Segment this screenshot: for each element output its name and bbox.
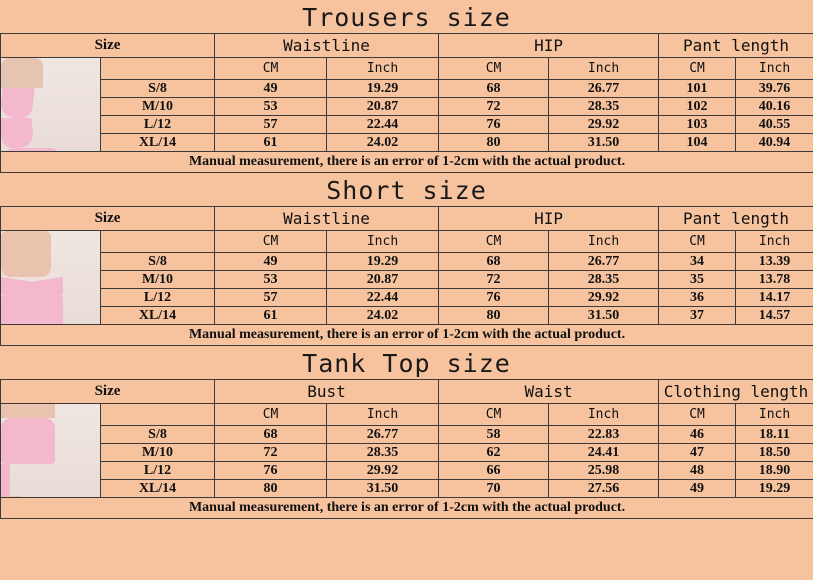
unit-inch-1: Inch	[327, 404, 439, 426]
section-trousers	[0, 0, 813, 173]
unit-cm-1: CM	[215, 404, 327, 426]
unit-cm-3: CM	[659, 231, 736, 253]
header-group-1: Waistline	[215, 34, 439, 58]
row-cell: 31.50	[549, 134, 659, 152]
row-cell: 80	[439, 134, 549, 152]
row-cell: 46	[659, 426, 736, 444]
measurement-note: Manual measurement, there is an error of 1-2cm with the actual product.	[1, 325, 813, 346]
unit-cm-1: CM	[215, 231, 327, 253]
table-row	[1, 462, 813, 480]
row-cell: 102	[659, 98, 736, 116]
row-cell: 68	[439, 80, 549, 98]
table-header-row	[1, 34, 813, 58]
row-cell: 72	[215, 444, 327, 462]
row-cell: 35	[659, 271, 736, 289]
table-row	[1, 271, 813, 289]
row-cell: 40.55	[736, 116, 813, 134]
table-row	[1, 480, 813, 498]
photo-part	[1, 480, 10, 496]
row-cell: 39.76	[736, 80, 813, 98]
photo-part	[1, 58, 43, 88]
row-cell: 14.57	[736, 307, 813, 325]
row-size: XL/14	[101, 134, 215, 152]
pink-flare-trousers-photo	[1, 58, 101, 152]
size-table-shorts	[0, 206, 813, 346]
row-cell: 18.90	[736, 462, 813, 480]
row-size: L/12	[101, 289, 215, 307]
unit-cm-3: CM	[659, 58, 736, 80]
row-cell: 66	[439, 462, 549, 480]
table-header-row	[1, 380, 813, 404]
table-row	[1, 253, 813, 271]
header-group-2: Waist	[439, 380, 659, 404]
row-cell: 37	[659, 307, 736, 325]
section-title-trousers: Trousers size	[302, 3, 511, 32]
header-group-2: HIP	[439, 207, 659, 231]
photo-part	[1, 404, 55, 418]
measurement-note: Manual measurement, there is an error of 1-2cm with the actual product.	[1, 152, 813, 173]
row-size: S/8	[101, 426, 215, 444]
row-cell: 24.02	[327, 307, 439, 325]
row-cell: 25.98	[549, 462, 659, 480]
unit-label-size	[101, 404, 215, 426]
row-cell: 31.50	[549, 307, 659, 325]
table-row	[1, 116, 813, 134]
photo-part	[1, 231, 51, 277]
table-header-row	[1, 207, 813, 231]
row-cell: 61	[215, 134, 327, 152]
row-size: M/10	[101, 271, 215, 289]
photo-part	[1, 418, 55, 464]
row-cell: 19.29	[736, 480, 813, 498]
row-cell: 76	[215, 462, 327, 480]
table-row	[1, 98, 813, 116]
row-cell: 76	[439, 289, 549, 307]
section-tank-top	[0, 346, 813, 519]
photo-part	[1, 88, 35, 118]
photo-part	[1, 464, 10, 480]
row-cell: 103	[659, 116, 736, 134]
measurement-note-row	[1, 498, 813, 519]
row-cell: 61	[215, 307, 327, 325]
size-table-trousers	[0, 33, 813, 173]
photo-part	[1, 118, 35, 148]
photo-illustration	[1, 231, 100, 324]
row-cell: 20.87	[327, 98, 439, 116]
row-cell: 13.78	[736, 271, 813, 289]
unit-cm-1: CM	[215, 58, 327, 80]
row-cell: 62	[439, 444, 549, 462]
photo-part	[1, 148, 63, 151]
table-row	[1, 289, 813, 307]
row-cell: 31.50	[327, 480, 439, 498]
header-group-2: HIP	[439, 34, 659, 58]
unit-inch-2: Inch	[549, 404, 659, 426]
row-cell: 26.77	[327, 426, 439, 444]
unit-inch-3: Inch	[736, 231, 813, 253]
row-size: M/10	[101, 98, 215, 116]
row-cell: 53	[215, 271, 327, 289]
size-table-tank-top	[0, 379, 813, 519]
row-cell: 72	[439, 271, 549, 289]
section-title-tank-top: Tank Top size	[302, 349, 511, 378]
photo-part	[1, 496, 21, 497]
header-size: Size	[1, 34, 215, 58]
unit-cm-2: CM	[439, 404, 549, 426]
photo-part	[1, 295, 63, 324]
row-cell: 19.29	[327, 80, 439, 98]
unit-label-size	[101, 231, 215, 253]
row-size: M/10	[101, 444, 215, 462]
row-cell: 76	[439, 116, 549, 134]
row-cell: 22.44	[327, 289, 439, 307]
table-row	[1, 134, 813, 152]
header-group-3: Pant length	[659, 34, 813, 58]
unit-cm-3: CM	[659, 404, 736, 426]
row-cell: 40.94	[736, 134, 813, 152]
unit-label-size	[101, 58, 215, 80]
row-cell: 24.02	[327, 134, 439, 152]
row-size: L/12	[101, 116, 215, 134]
measurement-note-row	[1, 152, 813, 173]
header-group-3: Pant length	[659, 207, 813, 231]
row-cell: 47	[659, 444, 736, 462]
row-cell: 80	[215, 480, 327, 498]
row-cell: 101	[659, 80, 736, 98]
table-row	[1, 444, 813, 462]
header-size: Size	[1, 380, 215, 404]
unit-inch-1: Inch	[327, 58, 439, 80]
row-cell: 104	[659, 134, 736, 152]
photo-illustration	[1, 404, 100, 497]
row-cell: 18.11	[736, 426, 813, 444]
table-row	[1, 307, 813, 325]
table-unit-row	[1, 231, 813, 253]
row-cell: 29.92	[549, 116, 659, 134]
row-cell: 68	[215, 426, 327, 444]
row-size: XL/14	[101, 480, 215, 498]
pink-tank-top-photo	[1, 404, 101, 498]
row-cell: 22.83	[549, 426, 659, 444]
row-cell: 26.77	[549, 253, 659, 271]
unit-inch-3: Inch	[736, 404, 813, 426]
table-unit-row	[1, 404, 813, 426]
row-cell: 80	[439, 307, 549, 325]
section-shorts	[0, 173, 813, 346]
row-cell: 58	[439, 426, 549, 444]
row-size: S/8	[101, 80, 215, 98]
row-cell: 34	[659, 253, 736, 271]
row-cell: 18.50	[736, 444, 813, 462]
measurement-note-row	[1, 325, 813, 346]
row-cell: 53	[215, 98, 327, 116]
row-cell: 13.39	[736, 253, 813, 271]
row-cell: 28.35	[549, 98, 659, 116]
row-cell: 57	[215, 289, 327, 307]
row-cell: 27.56	[549, 480, 659, 498]
row-size: S/8	[101, 253, 215, 271]
measurement-note: Manual measurement, there is an error of 1-2cm with the actual product.	[1, 498, 813, 519]
row-size: L/12	[101, 462, 215, 480]
row-cell: 70	[439, 480, 549, 498]
photo-part	[1, 277, 63, 295]
row-cell: 49	[215, 80, 327, 98]
row-size: XL/14	[101, 307, 215, 325]
section-title-shorts: Short size	[326, 176, 487, 205]
row-cell: 24.41	[549, 444, 659, 462]
unit-inch-1: Inch	[327, 231, 439, 253]
row-cell: 14.17	[736, 289, 813, 307]
table-row	[1, 426, 813, 444]
table-unit-row	[1, 58, 813, 80]
header-group-1: Waistline	[215, 207, 439, 231]
unit-inch-2: Inch	[549, 58, 659, 80]
row-cell: 48	[659, 462, 736, 480]
table-row	[1, 80, 813, 98]
row-cell: 19.29	[327, 253, 439, 271]
row-cell: 28.35	[549, 271, 659, 289]
row-cell: 22.44	[327, 116, 439, 134]
row-cell: 20.87	[327, 271, 439, 289]
row-cell: 36	[659, 289, 736, 307]
row-cell: 29.92	[327, 462, 439, 480]
unit-cm-2: CM	[439, 58, 549, 80]
row-cell: 49	[659, 480, 736, 498]
row-cell: 49	[215, 253, 327, 271]
row-cell: 72	[439, 98, 549, 116]
row-cell: 29.92	[549, 289, 659, 307]
pink-shorts-photo	[1, 231, 101, 325]
row-cell: 57	[215, 116, 327, 134]
row-cell: 28.35	[327, 444, 439, 462]
row-cell: 68	[439, 253, 549, 271]
unit-cm-2: CM	[439, 231, 549, 253]
unit-inch-2: Inch	[549, 231, 659, 253]
header-group-1: Bust	[215, 380, 439, 404]
header-size: Size	[1, 207, 215, 231]
row-cell: 40.16	[736, 98, 813, 116]
header-group-3: Clothing length	[659, 380, 813, 404]
unit-inch-3: Inch	[736, 58, 813, 80]
row-cell: 26.77	[549, 80, 659, 98]
photo-illustration	[1, 58, 100, 151]
